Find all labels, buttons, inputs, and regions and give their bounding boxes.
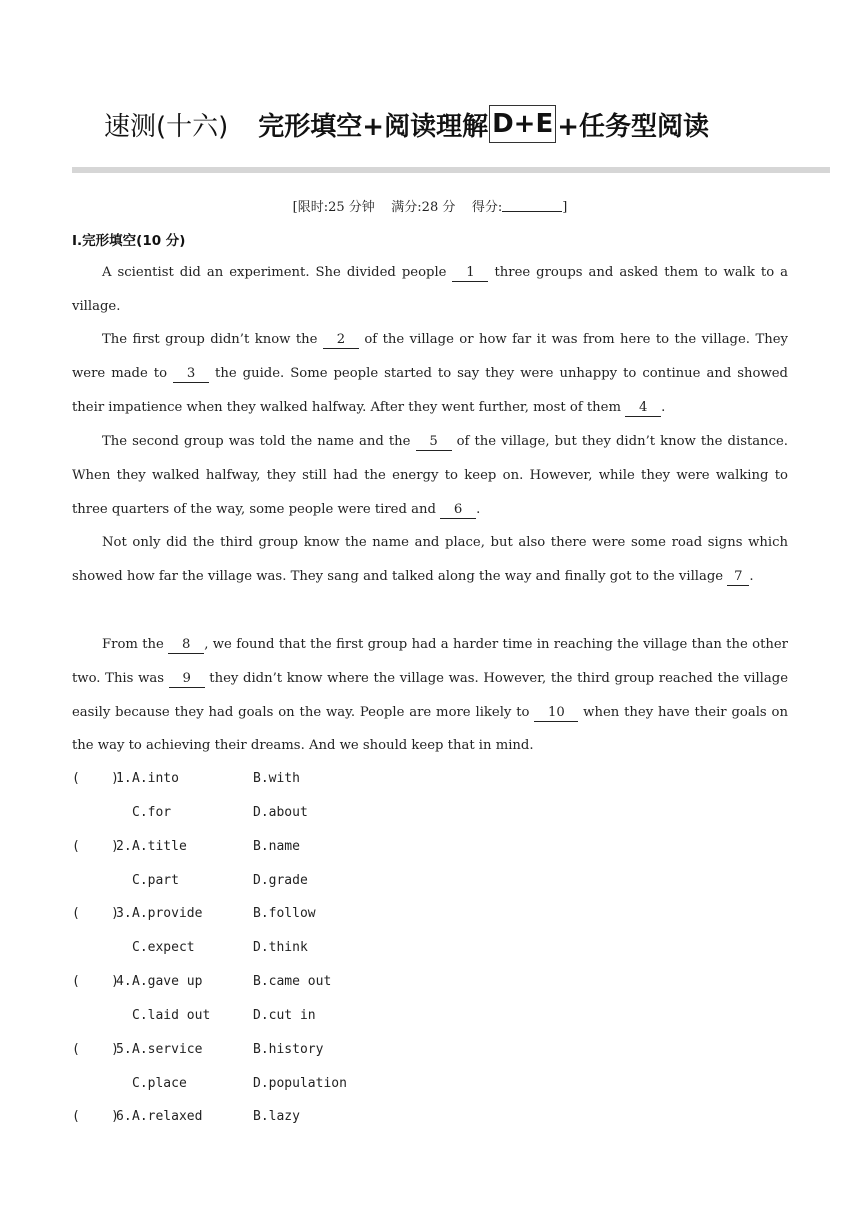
q2-option-c[interactable]: C.part <box>132 873 179 888</box>
q2-option-d[interactable]: D.grade <box>253 873 308 888</box>
title-part2: 完形填空+阅读理解 <box>258 111 489 142</box>
passage-paragraph-1: A scientist did an experiment. She divided people 1 three groups and asked them to walk to a village. <box>72 265 788 314</box>
passage-paragraph-4: Not only did the third group know the name and place, but also there were some road signs which showed how far the village was. They sang and talked along the way and finally got to the village 7 . <box>72 535 788 584</box>
section-heading: Ⅰ.完形填空(10 分) <box>72 233 186 249</box>
q4-option-c[interactable]: C.laid out <box>132 1008 211 1023</box>
q4-option-d[interactable]: D.cut in <box>253 1008 316 1023</box>
question-number-5: 5. <box>116 1042 132 1057</box>
full-score: 满分:28 分 <box>391 200 456 215</box>
q4-option-b[interactable]: B.came out <box>253 974 332 989</box>
score-blank[interactable] <box>502 199 562 212</box>
q5-option-b[interactable]: B.history <box>253 1042 324 1057</box>
answer-bracket-1[interactable]: ( ) <box>72 771 119 786</box>
header-divider <box>72 167 830 173</box>
question-number-6: 6. <box>116 1109 132 1124</box>
test-meta <box>0 196 860 215</box>
score-label: 得分: <box>471 200 503 215</box>
answer-bracket-5[interactable]: ( ) <box>72 1042 119 1057</box>
question-number-1: 1. <box>116 771 132 786</box>
q5-option-c[interactable]: C.place <box>132 1076 187 1091</box>
q3-option-a[interactable]: A.provide <box>132 906 203 921</box>
blank-4: 4 <box>625 400 661 417</box>
meta-close: ] <box>562 200 568 215</box>
q5-option-d[interactable]: D.population <box>253 1076 347 1091</box>
q1-option-c[interactable]: C.for <box>132 805 172 820</box>
question-number-4: 4. <box>116 974 132 989</box>
question-number-2: 2. <box>116 839 132 854</box>
q1-option-b[interactable]: B.with <box>253 771 300 786</box>
answer-bracket-2[interactable]: ( ) <box>72 839 119 854</box>
q5-option-a[interactable]: A.service <box>132 1042 203 1057</box>
passage-paragraph-2: The first group didn’t know the 2 of the village or how far it was from here to the village. They were made to 3 the guide. Some people started to say they were unhappy to continue and showed their impatience when they walked halfway. After they went further, most of them 4 . <box>72 332 788 415</box>
answer-bracket-4[interactable]: ( ) <box>72 974 119 989</box>
blank-5: 5 <box>416 434 452 451</box>
answer-bracket-6[interactable]: ( ) <box>72 1109 119 1124</box>
blank-10: 10 <box>534 705 578 722</box>
passage-paragraph-3: The second group was told the name and the 5 of the village, but they didn’t know the distance. When they walked halfway, they still had the energy to keep on. However, while they were walking to three quarters of the way, some people were tired and 6 . <box>72 434 788 517</box>
title-part1: 速测(十六) <box>104 111 229 142</box>
page-title <box>104 104 709 144</box>
blank-1: 1 <box>452 265 488 282</box>
q6-option-b[interactable]: B.lazy <box>253 1109 300 1124</box>
blank-2: 2 <box>323 332 359 349</box>
q3-option-d[interactable]: D.think <box>253 940 308 955</box>
blank-8: 8 <box>168 637 204 654</box>
blank-9: 9 <box>169 671 205 688</box>
time-limit: [限时:25 分钟 <box>292 200 375 215</box>
q1-option-d[interactable]: D.about <box>253 805 308 820</box>
blank-3: 3 <box>173 366 209 383</box>
q2-option-b[interactable]: B.name <box>253 839 300 854</box>
q1-option-a[interactable]: A.into <box>132 771 179 786</box>
q3-option-c[interactable]: C.expect <box>132 940 195 955</box>
q2-option-a[interactable]: A.title <box>132 839 187 854</box>
q4-option-a[interactable]: A.gave up <box>132 974 203 989</box>
blank-6: 6 <box>440 502 476 519</box>
answer-bracket-3[interactable]: ( ) <box>72 906 119 921</box>
q3-option-b[interactable]: B.follow <box>253 906 316 921</box>
title-boxed: D+E <box>489 105 556 143</box>
blank-7: 7 <box>727 569 749 586</box>
title-part3: +任务型阅读 <box>557 111 710 142</box>
question-number-3: 3. <box>116 906 132 921</box>
q6-option-a[interactable]: A.relaxed <box>132 1109 203 1124</box>
passage-paragraph-5: From the 8 , we found that the first group had a harder time in reaching the village than the other two. This was 9 they didn’t know where the village was. However, the third group reached the village easily because they had goals on the way. People are more likely to 10 when they have their goals on the way to achieving their dreams. And we should keep that in mind. <box>72 637 788 754</box>
